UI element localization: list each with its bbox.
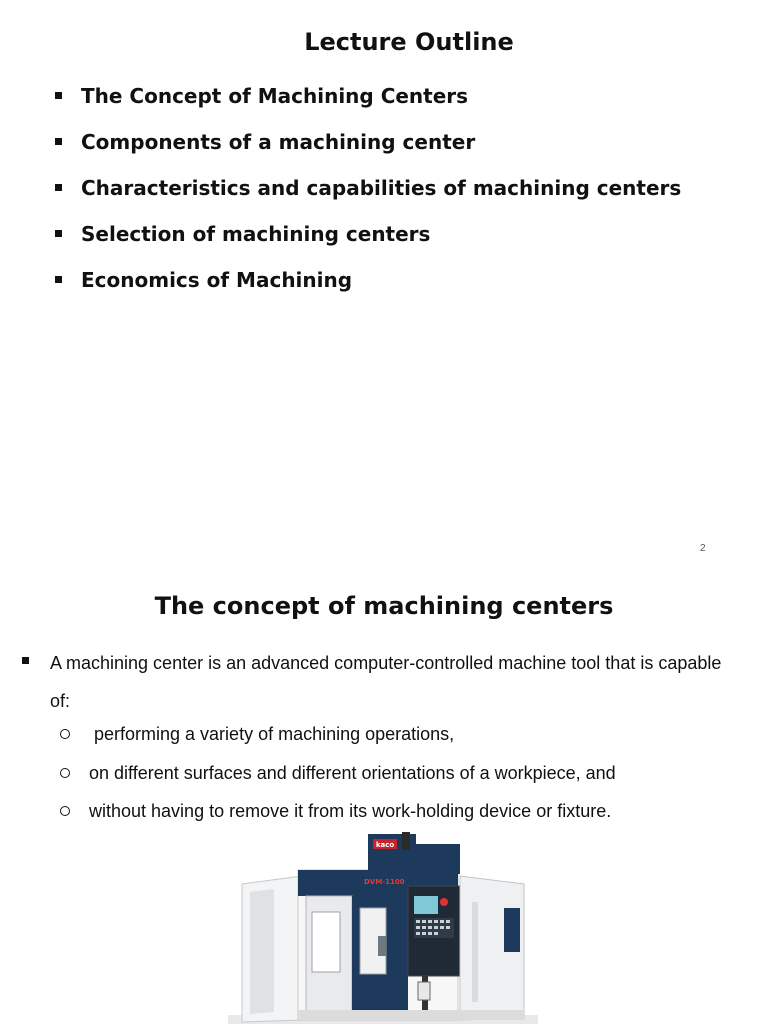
square-bullet-icon xyxy=(55,138,62,145)
slide-title: The concept of machining centers xyxy=(154,592,614,620)
list-item: performing a variety of machining operations, xyxy=(60,715,616,754)
list-item: without having to remove it from its work-holding device or fixture. xyxy=(60,792,616,831)
intro-text: A machining center is an advanced computer-controlled machine tool that is capable of: xyxy=(50,653,722,711)
slide-title: Lecture Outline xyxy=(304,28,514,56)
square-bullet-icon xyxy=(55,276,62,283)
square-bullet-icon xyxy=(55,92,62,99)
square-bullet-icon xyxy=(55,184,62,191)
page-number: 2 xyxy=(700,543,706,554)
sub-bullet-list xyxy=(60,715,616,831)
circle-bullet-icon xyxy=(60,806,70,816)
model-label: DVM-1100 xyxy=(364,878,405,886)
list-item: Characteristics and capabilities of machining centers xyxy=(54,175,681,221)
machining-center-illustration xyxy=(228,832,538,1024)
circle-bullet-icon xyxy=(60,729,70,739)
slide-concept xyxy=(0,570,768,1024)
brand-logo: kaco xyxy=(375,841,395,849)
list-item: Selection of machining centers xyxy=(54,221,681,267)
list-item: The Concept of Machining Centers xyxy=(54,83,681,129)
list-item: Components of a machining center xyxy=(54,129,681,175)
outline-list xyxy=(54,83,681,313)
list-item: Economics of Machining xyxy=(54,267,681,313)
list-item: on different surfaces and different orientations of a workpiece, and xyxy=(60,754,616,793)
circle-bullet-icon xyxy=(60,768,70,778)
square-bullet-icon xyxy=(22,657,29,664)
square-bullet-icon xyxy=(55,230,62,237)
intro-bullet xyxy=(22,644,722,720)
machining-center-image xyxy=(228,832,538,1029)
